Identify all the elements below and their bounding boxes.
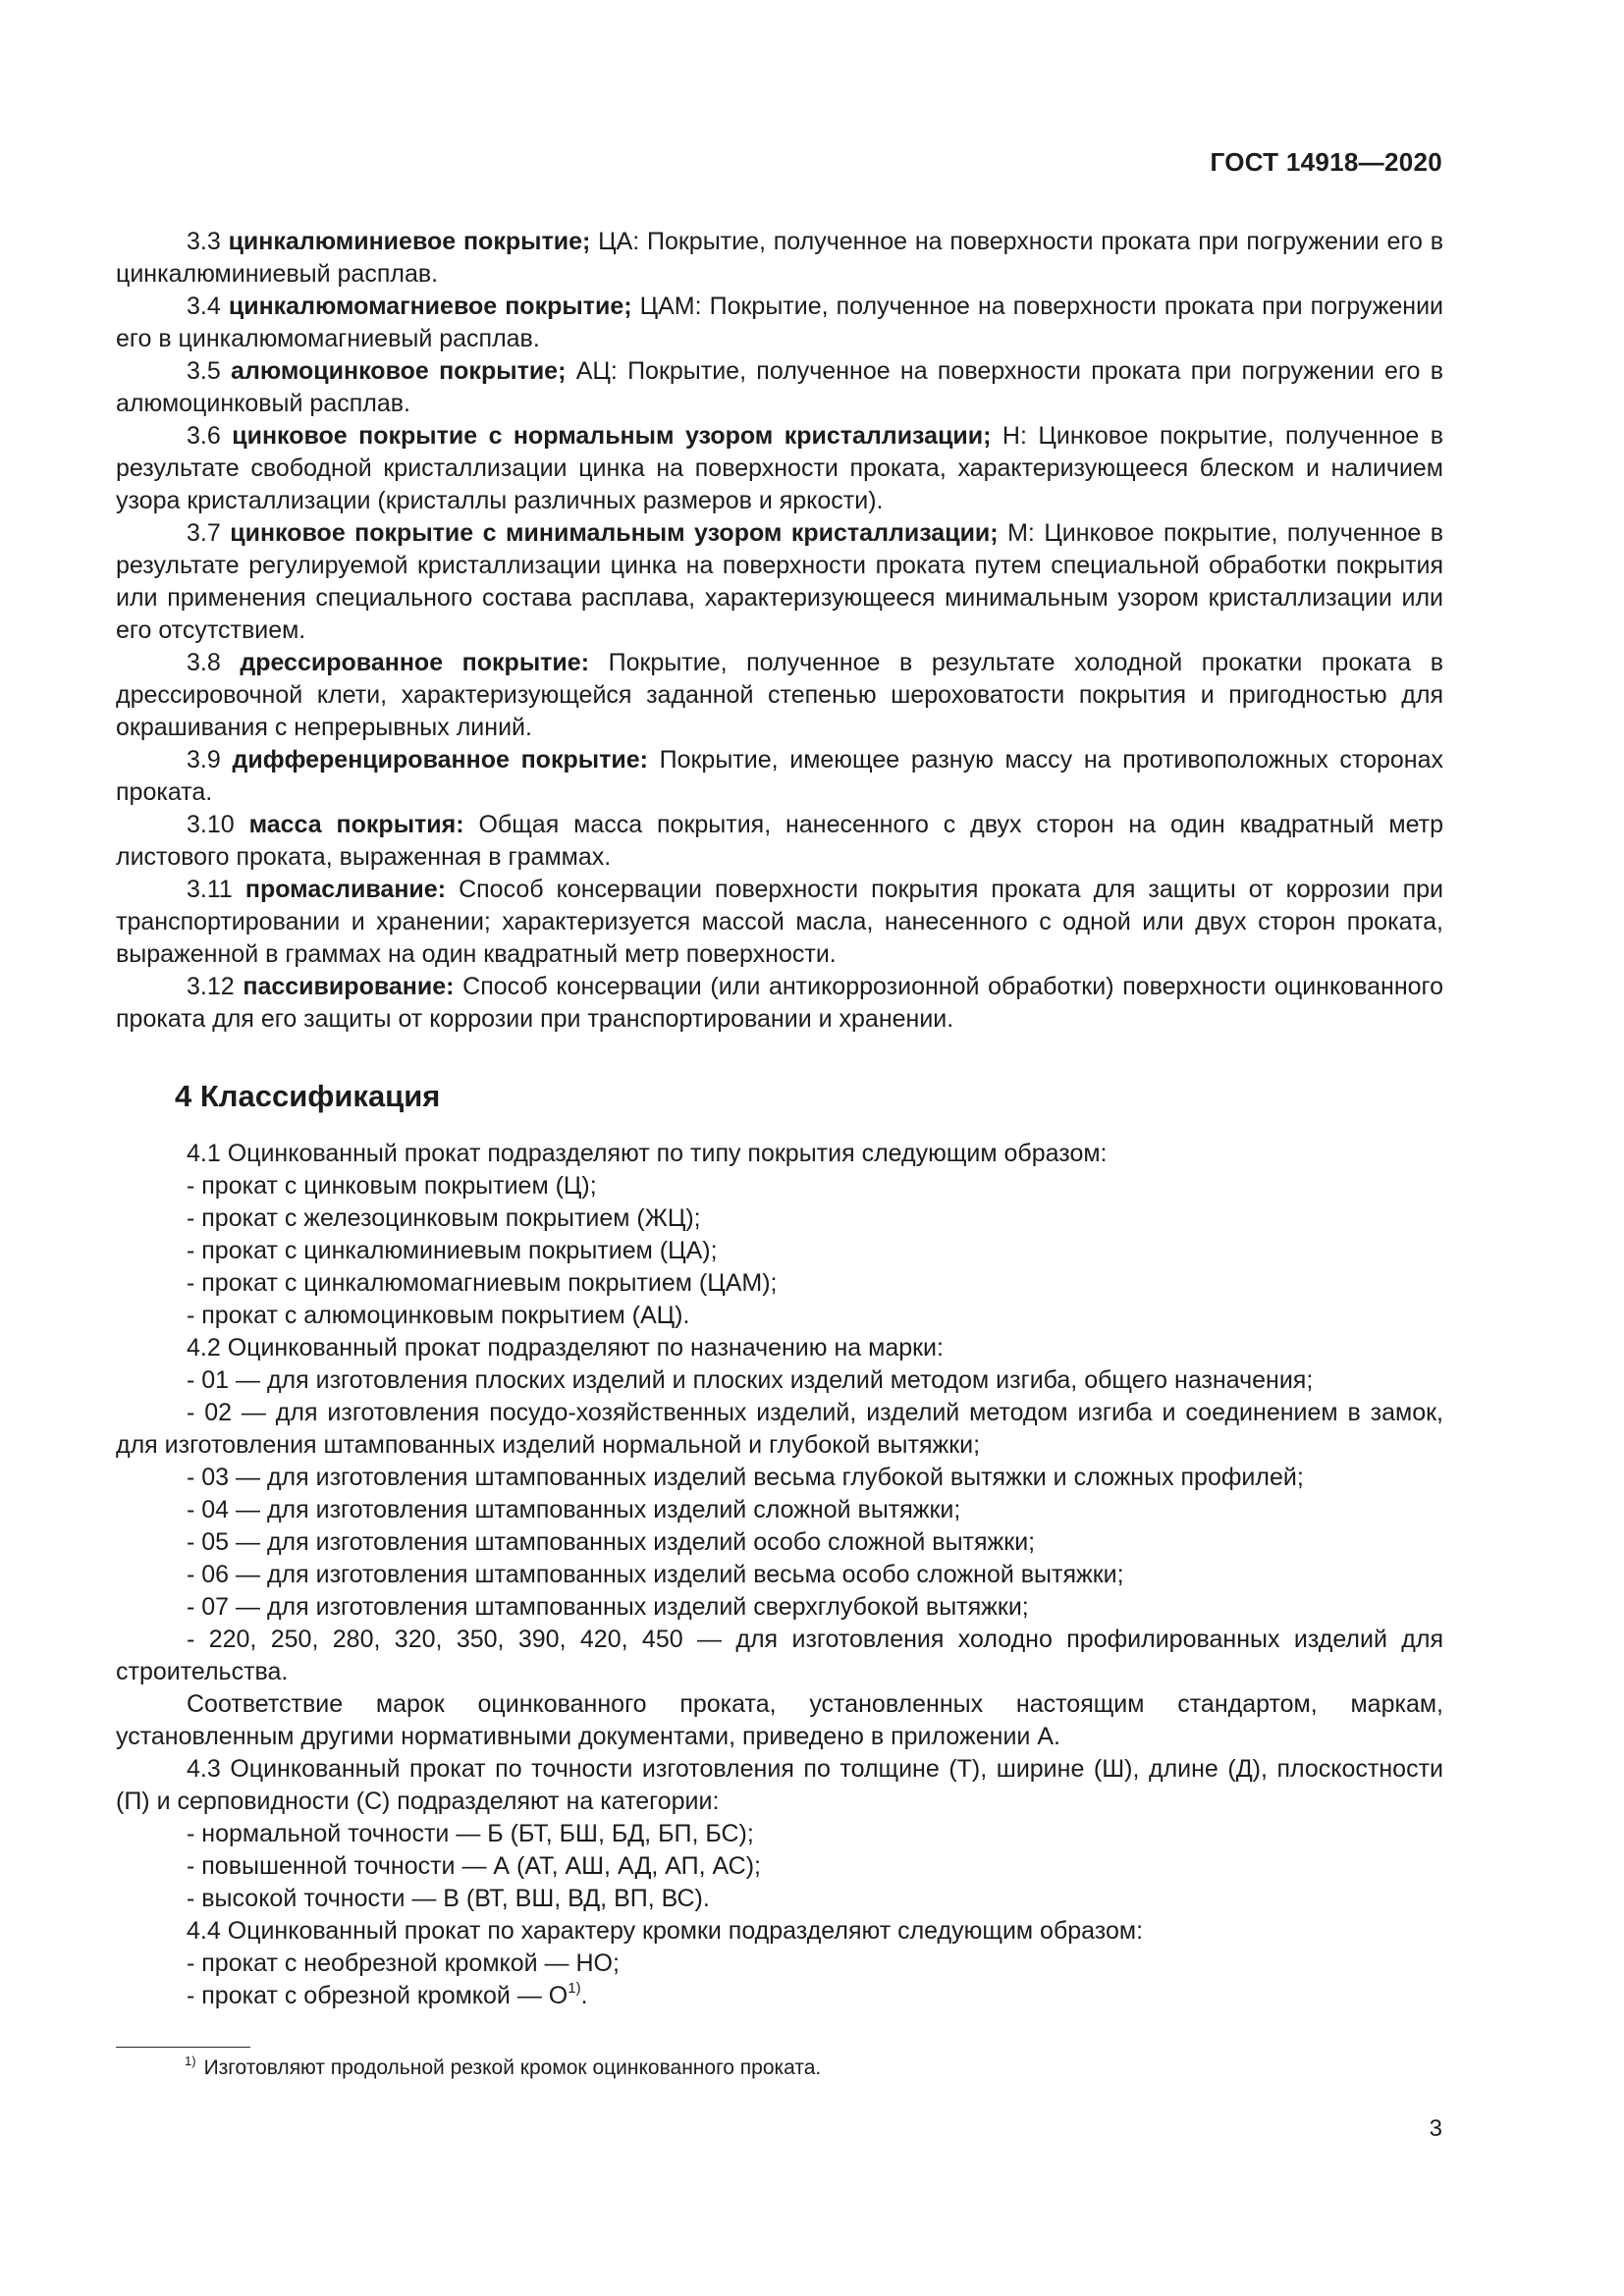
- definition-paragraph: [116, 355, 1443, 420]
- definition-text: Общая масса покрытия, нанесенного с двух сторон на один квадратный метр листового проката, выраженная в граммах.: [116, 811, 1444, 871]
- definition-text: Способ консервации (или антикоррозионной обработки) поверхности оцинкованного проката для его защиты от коррозии при транспортировании и хранении.: [116, 973, 1444, 1033]
- list-item: - прокат с цинковым покрытием (Ц);: [187, 1172, 597, 1200]
- defined-term: пассивирование:: [243, 973, 455, 1000]
- list-item-end: .: [580, 1982, 588, 2009]
- defined-term: масса покрытия:: [248, 811, 464, 838]
- definition-text: ЦА: Покрытие, полученное на поверхности проката при погружении его в цинкалюминиевый расплав.: [116, 228, 1443, 288]
- defined-term: промасливание:: [244, 876, 447, 903]
- definition-text: Покрытие, полученное в результате холодной прокатки проката в дрессировочной клети, характеризующейся заданной степенью шероховатости покрытия и пригодностью для окрашивания с непрерывных линий.: [116, 649, 1443, 741]
- clause-number: 3.3: [187, 228, 221, 255]
- list-item: - прокат с алюмоцинковым покрытием (АЦ).: [187, 1302, 690, 1329]
- definition-paragraph: [116, 647, 1443, 744]
- clause-number: 3.9: [187, 746, 221, 774]
- footnote-text: Изготовляют продольной резкой кромок оцинкованного проката.: [203, 2056, 822, 2079]
- list-item-text: - прокат с обрезной кромкой — О: [187, 1982, 568, 2009]
- list-item: - 06 — для изготовления штампованных изделий весьма особо сложной вытяжки;: [187, 1561, 1124, 1588]
- page-number: 3: [1429, 2115, 1442, 2142]
- clause-number: 3.10: [187, 811, 235, 838]
- clause-number: 3.11: [187, 876, 233, 903]
- list-item: - 220, 250, 280, 320, 350, 390, 420, 450 — для изготовления холодно профилированных изделий для строительства.: [116, 1626, 1443, 1685]
- clause-paragraph: 4.1 Оцинкованный прокат подразделяют по типу покрытия следующим образом:: [187, 1140, 1108, 1167]
- clause-number: 3.4: [187, 293, 221, 320]
- defined-term: дифференцированное покрытие:: [232, 746, 648, 774]
- list-item: - повышенной точности — А (АТ, АШ, АД, АП, АС);: [187, 1852, 761, 1880]
- clause-number: 3.12: [187, 973, 235, 1000]
- list-item: - нормальной точности — Б (БТ, БШ, БД, БП, БС);: [187, 1820, 754, 1847]
- definition-paragraph: [116, 226, 1443, 291]
- defined-term: алюмоцинковое покрытие;: [231, 357, 567, 385]
- definition-paragraph: [116, 420, 1443, 517]
- list-item: - 04 — для изготовления штампованных изделий сложной вытяжки;: [187, 1496, 961, 1523]
- defined-term: цинкалюмомагниевое покрытие;: [228, 293, 632, 320]
- list-item: - 03 — для изготовления штампованных изделий весьма глубокой вытяжки и сложных профилей;: [187, 1464, 1304, 1491]
- definition-paragraph: [116, 809, 1443, 874]
- definition-paragraph: [116, 874, 1443, 971]
- definition-text: Способ консервации поверхности покрытия проката для защиты от коррозии при транспортировании и хранении; характеризуется массой масла, нанесенного с одной или двух сторон проката, выраженной в граммах на один квадратный метр поверхности.: [116, 876, 1444, 968]
- list-item: - прокат с железоцинковым покрытием (ЖЦ);: [187, 1204, 701, 1232]
- clause-number: 3.5: [187, 357, 221, 385]
- definition-text: Покрытие, имеющее разную массу на противоположных сторонах проката.: [116, 746, 1443, 806]
- classification-section: [116, 1138, 1443, 1980]
- footnote-reference: 1): [568, 1980, 581, 1997]
- list-item: - прокат с необрезной кромкой — НО;: [187, 1949, 620, 1977]
- list-item: - 02 — для изготовления посудо-хозяйственных изделий, изделий методом изгиба и соединением в замок, для изготовления штампованных изделий нормальной и глубокой вытяжки;: [116, 1399, 1443, 1459]
- footnote-divider: [116, 2047, 250, 2048]
- list-item: - 05 — для изготовления штампованных изделий особо сложной вытяжки;: [187, 1528, 1036, 1556]
- clause-paragraph: Соответствие марок оцинкованного проката, установленных настоящим стандартом, маркам, установленным другими нормативными документами, приведено в приложении А.: [116, 1690, 1443, 1750]
- clause-paragraph: 4.2 Оцинкованный прокат подразделяют по назначению на марки:: [187, 1334, 944, 1362]
- definition-paragraph: [116, 517, 1443, 647]
- list-item: - высокой точности — В (ВТ, ВШ, ВД, ВП, ВС).: [187, 1885, 710, 1912]
- list-item: - прокат с цинкалюмомагниевым покрытием (ЦАМ);: [187, 1269, 778, 1297]
- clause-number: 3.6: [187, 422, 221, 450]
- defined-term: дрессированное покрытие:: [240, 649, 590, 676]
- defined-term: цинкалюминиевое покрытие;: [228, 228, 591, 255]
- list-item: - 01 — для изготовления плоских изделий и плоских изделий методом изгиба, общего назначения;: [187, 1366, 1314, 1394]
- clause-number: 3.8: [187, 649, 221, 676]
- footnote-mark: 1): [185, 2054, 196, 2068]
- footnote: [185, 2054, 821, 2083]
- defined-term: цинковое покрытие с нормальным узором кристаллизации;: [232, 422, 992, 450]
- list-item-trimmed-edge: [116, 1980, 1443, 2012]
- document-body: [116, 226, 1443, 2012]
- definition-text: АЦ: Покрытие, полученное на поверхности проката при погружении его в алюмоцинковый расплав.: [116, 357, 1443, 417]
- definition-text: М: Цинковое покрытие, полученное в результате регулируемой кристаллизации цинка на поверхности проката путем специальной обработки покрытия или применения специального состава расплава, характеризующееся минимальным узором кристаллизации или его отсутствием.: [116, 519, 1443, 644]
- defined-term: цинковое покрытие с минимальным узором кристаллизации;: [230, 519, 999, 547]
- definitions-list: [116, 226, 1443, 1036]
- clause-number: 3.7: [187, 519, 221, 547]
- definition-paragraph: [116, 744, 1443, 809]
- clause-paragraph: 4.4 Оцинкованный прокат по характеру кромки подразделяют следующим образом:: [187, 1917, 1144, 1945]
- definition-paragraph: [116, 291, 1443, 355]
- list-item: - прокат с цинкалюминиевым покрытием (ЦА);: [187, 1237, 718, 1264]
- clause-paragraph: 4.3 Оцинкованный прокат по точности изготовления по толщине (Т), ширине (Ш), длине (Д), плоскостности (П) и серповидности (С) подразделяют на категории:: [116, 1755, 1443, 1815]
- document-code-header: ГОСТ 14918—2020: [1210, 147, 1442, 177]
- list-item: - 07 — для изготовления штампованных изделий сверхглубокой вытяжки;: [187, 1593, 1029, 1621]
- section-heading: 4 Классификация: [175, 1079, 441, 1113]
- definition-text: ЦАМ: Покрытие, полученное на поверхности проката при погружении его в цинкалюмомагниевый расплав.: [116, 293, 1444, 352]
- definition-text: Н: Цинковое покрытие, полученное в результате свободной кристаллизации цинка на поверхности проката, характеризующееся блеском и наличием узора кристаллизации (кристаллы различных размеров и яркости).: [116, 422, 1443, 514]
- definition-paragraph: [116, 971, 1443, 1036]
